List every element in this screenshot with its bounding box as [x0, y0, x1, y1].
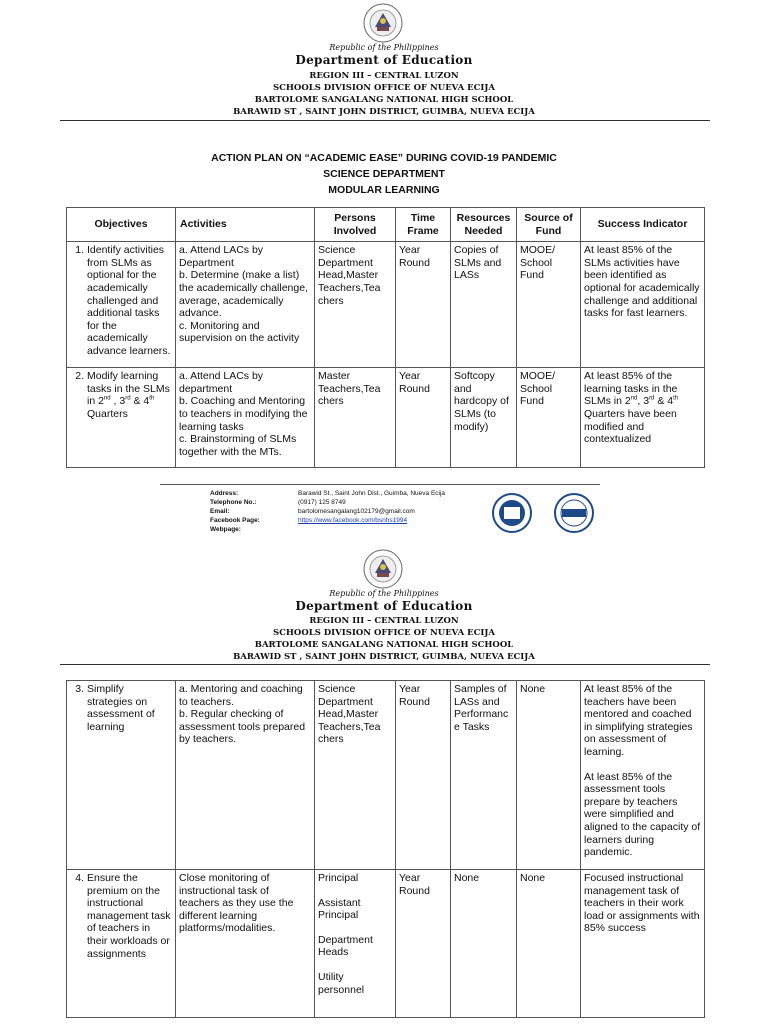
table-row [67, 870, 705, 1018]
objective-cell [67, 870, 176, 1018]
table-row [67, 368, 705, 468]
letterhead-school: BARTOLOME SANGALANG NATIONAL HIGH SCHOOL [254, 95, 514, 105]
header-success: Success Indicator [581, 208, 705, 242]
table-row [67, 242, 705, 368]
letterhead-address: BARAWID ST , SAINT JOHN DISTRICT, GUIMBA, NUEVA ECIJA [233, 652, 535, 662]
footer-label-address: Address: [210, 490, 239, 497]
header-fund: Source of Fund [517, 208, 581, 242]
footer-telephone: (0917) 125 8749 [298, 499, 346, 506]
republic-label: Republic of the Philippines [329, 589, 439, 598]
objective-cell [67, 368, 176, 468]
fund-cell: None [517, 681, 581, 870]
footer-labels [210, 489, 260, 534]
header-objectives: Objectives [67, 208, 176, 242]
resources-cell: Samples of LASs and Performanc e Tasks [451, 681, 517, 870]
objective-text: Ensure the premium on the instructional management task of teachers in their workloads or assignments [87, 872, 171, 960]
objective-cell [67, 681, 176, 870]
time-cell: Year Round [396, 242, 451, 368]
deped-seal-icon [358, 2, 408, 44]
objective-text: Simplify strategies on assessment of learning [87, 683, 155, 733]
header-time-frame: Time Frame [396, 208, 451, 242]
fund-cell: None [517, 870, 581, 1018]
footer-label-email: Email: [210, 508, 230, 515]
table-row [67, 681, 705, 870]
department-name: Department of Education [295, 599, 473, 613]
person-item: Department Heads [318, 933, 373, 959]
objective-text: Identify activities from SLMs as optional for the academically challenged and additional tasks for the academically advance learners. [87, 244, 171, 357]
doc-title: ACTION PLAN ON “ACADEMIC EASE” DURING COVID-19 PANDEMIC [211, 152, 557, 164]
activities-cell: a. Attend LACs by Department b. Determine (make a list) the academically challenge, average, academically advance. c. Monitoring and supervision on the activity [176, 242, 315, 368]
person-item: Utility personnel [318, 970, 365, 996]
letterhead-school: BARTOLOME SANGALANG NATIONAL HIGH SCHOOL [254, 640, 514, 650]
indicator-cell [581, 681, 705, 870]
republic-label: Republic of the Philippines [329, 43, 439, 52]
objective-text: Modify learning tasks in the SLMs in 2nd , 3rd & 4th Quarters [87, 370, 170, 420]
persons-cell [315, 870, 396, 1018]
activities-cell: Close monitoring of instructional task of teachers as they use the different learning platforms/modalities. [176, 870, 315, 1018]
row-number: 2. [75, 370, 84, 383]
time-cell: Year Round [396, 870, 451, 1018]
letterhead-lines [0, 615, 768, 663]
person-item: Principal [318, 872, 359, 884]
objective-cell [67, 242, 176, 368]
time-cell: Year Round [396, 368, 451, 468]
iqnet-certification-badge-icon [544, 493, 604, 533]
letterhead-lines [0, 70, 768, 118]
header-activities: Activities [176, 208, 315, 242]
footer-label-telephone: Telephone No.: [210, 499, 257, 506]
letterhead-address: BARAWID ST , SAINT JOHN DISTRICT, GUIMBA, NUEVA ECIJA [233, 107, 535, 117]
footer-values [298, 489, 445, 525]
footer-email: bartolomesangalang102179@gmail.com [298, 508, 415, 515]
indicator-paragraph: At least 85% of the teachers have been mentored and coached in simplifying strategies on assessment of learning. [584, 683, 693, 758]
deped-seal-icon [358, 548, 408, 590]
letterhead-region: REGION III – CENTRAL LUZON [309, 616, 459, 626]
indicator-cell: At least 85% of the learning tasks in the SLMs in 2nd, 3rd & 4th Quarters have been modified and contextualized [581, 368, 705, 468]
letterhead-division: SCHOOLS DIVISION OFFICE OF NUEVA ECIJA [272, 83, 496, 93]
header-divider [60, 664, 710, 665]
indicator-cell: Focused instructional management task of teachers in their work load or assignments with 85% success [581, 870, 705, 1018]
indicator-cell: At least 85% of the SLMs activities have been identified as optional for academically challenge and additional tasks for fast learners. [581, 242, 705, 368]
table-header-row [67, 208, 705, 242]
header-resources: Resources Needed [451, 208, 517, 242]
row-number: 4. [75, 872, 84, 884]
indicator-paragraph: At least 85% of the assessment tools prepare by teachers were simplified and aligned to the capacity of learners during pandemic. [584, 770, 701, 859]
persons-cell: Science Department Head,Master Teachers,Tea chers [315, 681, 396, 870]
action-plan-table-continued [66, 680, 705, 1018]
letterhead-division: SCHOOLS DIVISION OFFICE OF NUEVA ECIJA [272, 628, 496, 638]
action-plan-table [66, 207, 705, 468]
person-item: Assistant Principal [318, 896, 361, 922]
persons-cell: Science Department Head,Master Teachers,Tea chers [315, 242, 396, 368]
row-number: 1. [75, 244, 84, 257]
fund-cell: MOOE/ School Fund [517, 368, 581, 468]
activities-cell: a. Attend LACs by department b. Coaching and Mentoring to teachers in modifying the learning tasks c. Brainstorming of SLMs together with the MTs. [176, 368, 315, 468]
department-name: Department of Education [295, 53, 473, 67]
letterhead-footer [160, 484, 600, 545]
row-number: 3. [75, 683, 84, 695]
fund-cell: MOOE/ School Fund [517, 242, 581, 368]
resources-cell: None [451, 870, 517, 1018]
footer-label-facebook: Facebook Page: [210, 517, 260, 524]
header-persons: Persons Involved [315, 208, 396, 242]
facebook-link[interactable]: https://www.facebook.com/bsnhs1994 [298, 517, 408, 524]
resources-cell: Softcopy and hardcopy of SLMs (to modify) [451, 368, 517, 468]
letterhead-region: REGION III – CENTRAL LUZON [309, 71, 459, 81]
doc-modality: MODULAR LEARNING [328, 184, 440, 196]
footer-label-webpage: Webpage: [210, 526, 241, 533]
footer-address: Barawid St., Saint John Dist., Guimba, Nueva Ecija [298, 490, 446, 497]
resources-cell: Copies of SLMs and LASs [451, 242, 517, 368]
activities-cell: a. Mentoring and coaching to teachers. b. Regular checking of assessment tools prepared by teachers. [176, 681, 315, 870]
header-divider [60, 120, 710, 121]
doc-department: SCIENCE DEPARTMENT [323, 168, 445, 180]
iso-certification-badge-icon [482, 493, 542, 533]
persons-cell: Master Teachers,Tea chers [315, 368, 396, 468]
time-cell: Year Round [396, 681, 451, 870]
document-titles [0, 150, 768, 198]
